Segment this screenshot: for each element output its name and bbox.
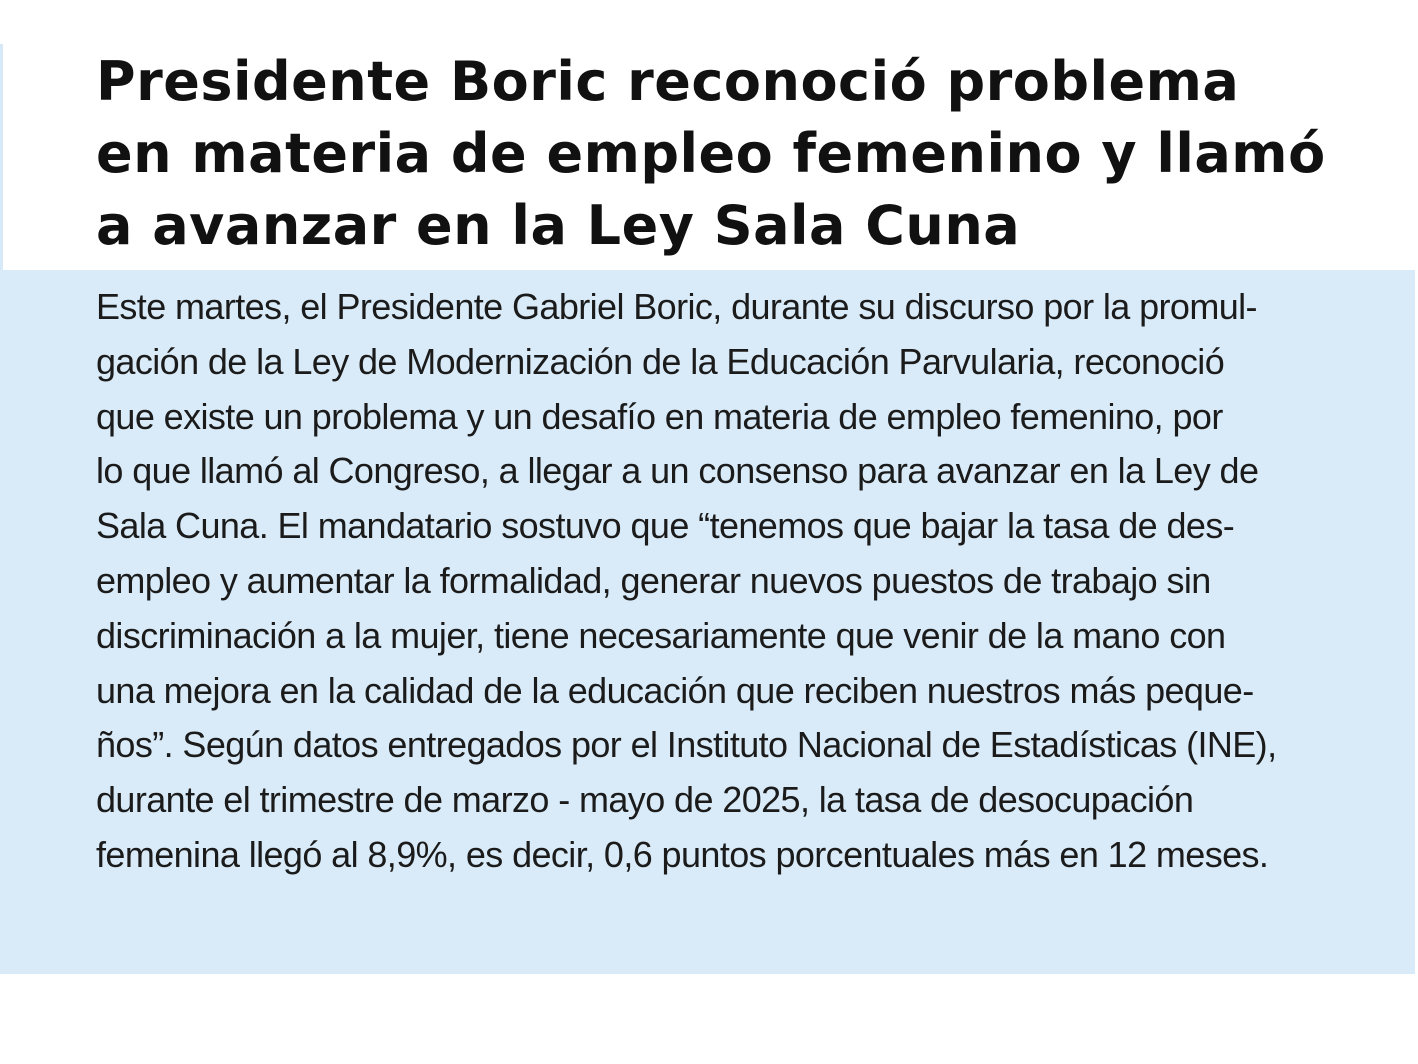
headline: Presidente Boric reconoció problema en materia de empleo femenino y llamó a avanzar en la Ley Sala Cuna bbox=[96, 50, 1326, 257]
article-body: Este martes, el Presidente Gabriel Boric, durante su discurso por la promul- gación de la Ley de Modernización de la Educación Parvularia, reconoció que existe un problema y un desafío en materia de empleo femenino, por lo que llamó al Congreso, a llegar a un consenso para avanzar en la Ley de Sala Cuna. El mandatario sostuvo que “tenemos que bajar la tasa de des- empleo y aumentar la formalidad, generar nuevos puestos de trabajo sin discriminación a la mujer, tiene necesariamente que venir de la mano con una mejora en la calidad de la educación que reciben nuestros más peque- ños”. Según datos entregados por el Instituto Nacional de Estadísticas (INE), durante el trimestre de marzo - mayo de 2025, la tasa de desocupación femenina llegó al 8,9%, es decir, 0,6 puntos porcentuales más en 12 meses. bbox=[96, 286, 1277, 875]
